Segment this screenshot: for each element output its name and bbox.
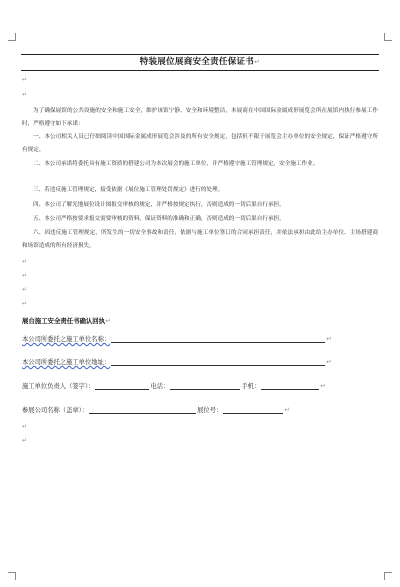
clause-6: 六、因违反施工管理规定，所发生的一切安全事故和责任，依据与施工单位签订的合同承担责任，并依法承担由此给主办单位、主场搭建商和场馆造成的所有经济损失。 — [22, 230, 378, 249]
document-title: 特装展位展商安全责任保证书 — [139, 57, 255, 67]
paragraph-mark-icon: ↵ — [22, 76, 28, 83]
paragraph-mark-icon: ↵ — [254, 58, 261, 66]
paragraph-mark-icon: ↵ — [326, 358, 333, 366]
paragraph-mark-icon: ↵ — [320, 382, 327, 390]
paragraph-mark-icon: ↵ — [22, 423, 28, 430]
contractor-name-row — [22, 334, 332, 343]
paragraph-mark-icon: ↵ — [22, 91, 28, 98]
paragraph-mark-icon: ↵ — [22, 437, 28, 444]
paragraph-mark-icon: ↵ — [105, 317, 111, 325]
exhibitor-label: 参展公司名称（盖章）： — [22, 407, 89, 414]
contractor-address-row — [22, 357, 332, 366]
clause-2: 二、本公司承诺将委托具有施工资质的搭建公司为本次展会的施工单位，并严格遵守施工管理规定，安全施工作业。 — [33, 161, 319, 167]
mobile-field[interactable] — [261, 383, 319, 390]
exhibitor-name-field[interactable] — [89, 407, 196, 414]
paragraph-mark-icon: ↵ — [22, 286, 28, 293]
paragraph-mark-icon: ↵ — [22, 300, 28, 307]
paragraph-mark-icon: ↵ — [326, 335, 333, 343]
supervisor-signature-field[interactable] — [95, 383, 149, 390]
margin-mark-top-right — [384, 33, 392, 41]
clause-1: 一、本公司相关人员已仔细阅读中国国际金属成形展览会涉及的所有安全规定，包括但不限于展览会主办单位的安全规定，保证严格遵守所有规定。 — [22, 134, 378, 153]
margin-mark-top-left — [8, 33, 16, 41]
booth-number-field[interactable] — [223, 407, 283, 414]
supervisor-label: 施工单位负责人（签字）： — [22, 383, 95, 390]
mobile-label: 手机： — [241, 383, 261, 390]
contractor-name-label: 本公司所委托之施工单位名称： — [22, 336, 111, 343]
contractor-address-label: 本公司所委托之施工单位地址： — [22, 359, 111, 366]
paragraph-mark-icon: ↵ — [284, 406, 291, 414]
intro-paragraph: 为了确保展馆的公共设施的安全和施工安全，维护该馆宁静、安全和环境整洁，本展商在中国国际金属成形展览会所在展馆内执行参展工作时，严格遵守如下承诺： — [22, 108, 378, 127]
exhibitor-row — [22, 405, 290, 414]
booth-label: 展位号： — [197, 407, 223, 414]
margin-mark-bottom-right — [384, 572, 392, 580]
contractor-name-field[interactable] — [111, 336, 325, 343]
supervisor-row — [22, 381, 326, 390]
paragraph-mark-icon: ↵ — [22, 272, 28, 279]
paragraph-mark-icon: ↵ — [22, 258, 28, 265]
contractor-address-field[interactable] — [111, 359, 325, 366]
clause-5: 五、本公司严格按要求报交需要审核的资料，保证资料的准确和正确，否则造成的一切后果自行承担。 — [33, 216, 285, 222]
phone-label: 电话： — [150, 383, 170, 390]
receipt-section-title — [22, 316, 111, 325]
clause-4: 四、本公司了解光地展位设计图报交审核的规定，并严格按规定执行，否则造成的一切后果自行承担。 — [33, 202, 285, 208]
document-title-bar — [21, 54, 379, 71]
phone-field[interactable] — [170, 383, 240, 390]
receipt-section-title-text: 展台施工安全责任书确认回执 — [22, 317, 106, 325]
margin-mark-bottom-left — [8, 572, 16, 580]
clause-3: 三、若违反施工管理规定，接受依据《展位施工管理处罚规定》进行的处理。 — [33, 187, 224, 193]
